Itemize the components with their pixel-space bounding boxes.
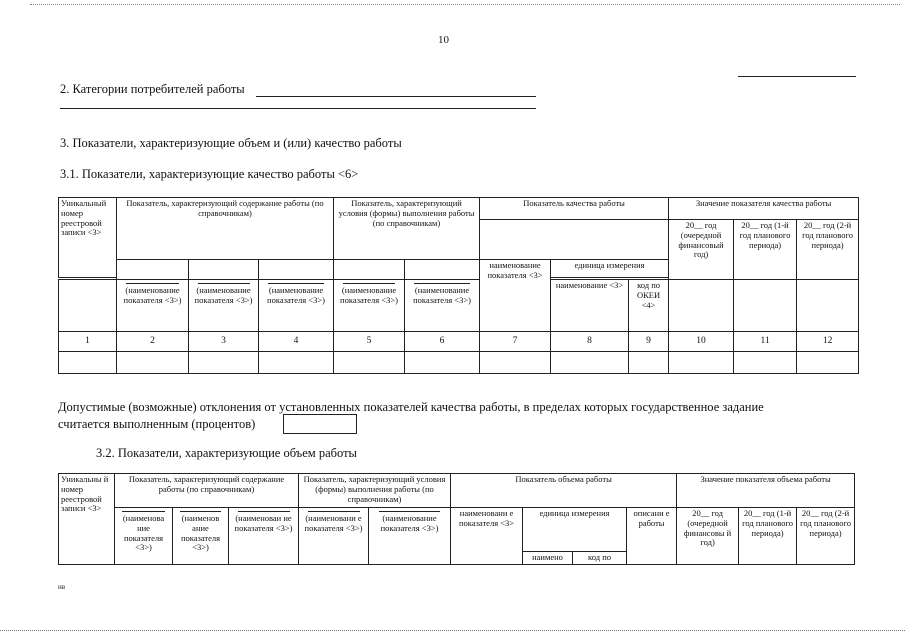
content-col-2-blank — [189, 260, 259, 280]
header-volume-indicator: Показатель объема работы — [451, 474, 677, 508]
header-conditions-indicator: Показатель, характеризующий условия (формы) выполнения работы (по справочникам) — [334, 198, 480, 260]
signature-line — [738, 76, 856, 77]
unique-number-blank — [59, 280, 117, 332]
header-quality-value: Значение показателя качества работы — [669, 198, 859, 220]
header-unit-code: код по — [573, 552, 627, 565]
section-3-label: 3. Показатели, характеризующие объем и (или) качество работы — [60, 136, 402, 150]
header-unit-name: наимено — [523, 552, 573, 565]
header-year-1: 20__ год (очередной финансовы й год) — [677, 508, 739, 565]
header-indicator-name: наименовани е показателя <3> — [451, 508, 523, 565]
header-unit-name: наименование <3> — [551, 280, 629, 332]
sub-header-conditions-1: (наименование показателя <3>) — [334, 280, 405, 332]
year-3-blank — [797, 280, 859, 332]
consumer-category-field[interactable] — [256, 82, 536, 97]
col-number: 7 — [480, 332, 551, 352]
section-3-1-label: 3.1. Показатели, характеризующие качество работы <6> — [60, 167, 359, 181]
header-content-indicator: Показатель, характеризующий содержание работы (по справочникам) — [115, 474, 299, 508]
col-number: 12 — [797, 332, 859, 352]
conditions-col-2-blank — [405, 260, 480, 280]
header-year-1: 20__ год (очередной финансовый год) — [669, 220, 734, 280]
sub-header-content-3: (наименование показателя <3>) — [259, 280, 334, 332]
sub-header-conditions-2: (наименование показателя <3>) — [405, 280, 480, 332]
header-okei-code: код по ОКЕИ <4> — [629, 280, 669, 332]
consumer-category-field-2[interactable] — [60, 98, 536, 109]
scan-edge-bottom — [0, 630, 905, 631]
year-2-blank — [734, 280, 797, 332]
page-number: 10 — [438, 34, 449, 46]
data-cell[interactable] — [797, 352, 859, 374]
scan-edge-top — [30, 4, 900, 5]
header-year-3: 20__ год (2-й год планового периода) — [797, 220, 859, 280]
quality-table — [58, 197, 859, 374]
tolerance-percent-input[interactable] — [283, 414, 357, 434]
year-1-blank — [669, 280, 734, 332]
data-cell[interactable] — [59, 352, 117, 374]
data-cell[interactable] — [405, 352, 480, 374]
data-cell[interactable] — [551, 352, 629, 374]
sub-header-content-2: (наименование показателя <3>) — [189, 280, 259, 332]
header-unique-number: Уникальны й номер реестровой записи <3> — [59, 474, 115, 565]
col-number: 6 — [405, 332, 480, 352]
header-year-2: 20__ год (1-й год планового периода) — [739, 508, 797, 565]
tolerance-text-line-2: считается выполненным (процентов) — [58, 417, 256, 431]
section-3-2-label: 3.2. Показатели, характеризующие объем работы — [96, 446, 357, 460]
col-number: 11 — [734, 332, 797, 352]
conditions-col-1-blank — [334, 260, 405, 280]
section-2-label: 2. Категории потребителей работы — [60, 82, 245, 96]
data-cell[interactable] — [669, 352, 734, 374]
data-cell[interactable] — [629, 352, 669, 374]
col-number: 3 — [189, 332, 259, 352]
col-number: 9 — [629, 332, 669, 352]
header-year-3: 20__ год (2-й год планового периода) — [797, 508, 855, 565]
quality-indicator-blank — [480, 220, 669, 260]
data-cell[interactable] — [117, 352, 189, 374]
col-number: 2 — [117, 332, 189, 352]
col-number: 4 — [259, 332, 334, 352]
col-number: 5 — [334, 332, 405, 352]
volume-table — [58, 473, 855, 565]
col-number: 8 — [551, 332, 629, 352]
header-year-2: 20__ год (1-й год планового периода) — [734, 220, 797, 280]
header-indicator-name: наименование показателя <3> — [480, 260, 551, 332]
col-number: 10 — [669, 332, 734, 352]
data-cell[interactable] — [334, 352, 405, 374]
header-unit: единица измерения — [523, 508, 627, 552]
col-number: 1 — [59, 332, 117, 352]
content-col-1-blank — [117, 260, 189, 280]
header-unit: единица измерения — [551, 260, 669, 278]
data-cell[interactable] — [189, 352, 259, 374]
header-volume-value: Значение показателя объема работы — [677, 474, 855, 508]
data-cell[interactable] — [734, 352, 797, 374]
tolerance-text-line-1: Допустимые (возможные) отклонения от установленных показателей качества работы, в пределах которых государственное задание — [58, 400, 764, 414]
sub-header-conditions-2: (наименование показателя <3>) — [369, 508, 451, 565]
header-quality-indicator: Показатель качества работы — [480, 198, 669, 220]
header-work-description: описани е работы — [627, 508, 677, 565]
sub-header-content-2: (наименов ание показателя <3>) — [173, 508, 229, 565]
sub-header-conditions-1: (наименовани е показателя <3>) — [299, 508, 369, 565]
header-content-indicator: Показатель, характеризующий содержание работы (по справочникам) — [117, 198, 334, 260]
sub-header-content-3: (наименоваи ие показателя <3>) — [229, 508, 299, 565]
sub-header-content-1: (наименование показателя <3>) — [117, 280, 189, 332]
sub-header-content-1: (наименова ние показателя <3>) — [115, 508, 173, 565]
header-unique-number: Уникальный номер реестровой записи <3> — [59, 198, 117, 278]
data-cell[interactable] — [259, 352, 334, 374]
header-conditions-indicator: Показатель, характеризующий условия (формы) выполнения работы (по справочникам) — [299, 474, 451, 508]
content-col-3-blank — [259, 260, 334, 280]
data-cell[interactable] — [480, 352, 551, 374]
footer-note: нв — [58, 583, 66, 591]
